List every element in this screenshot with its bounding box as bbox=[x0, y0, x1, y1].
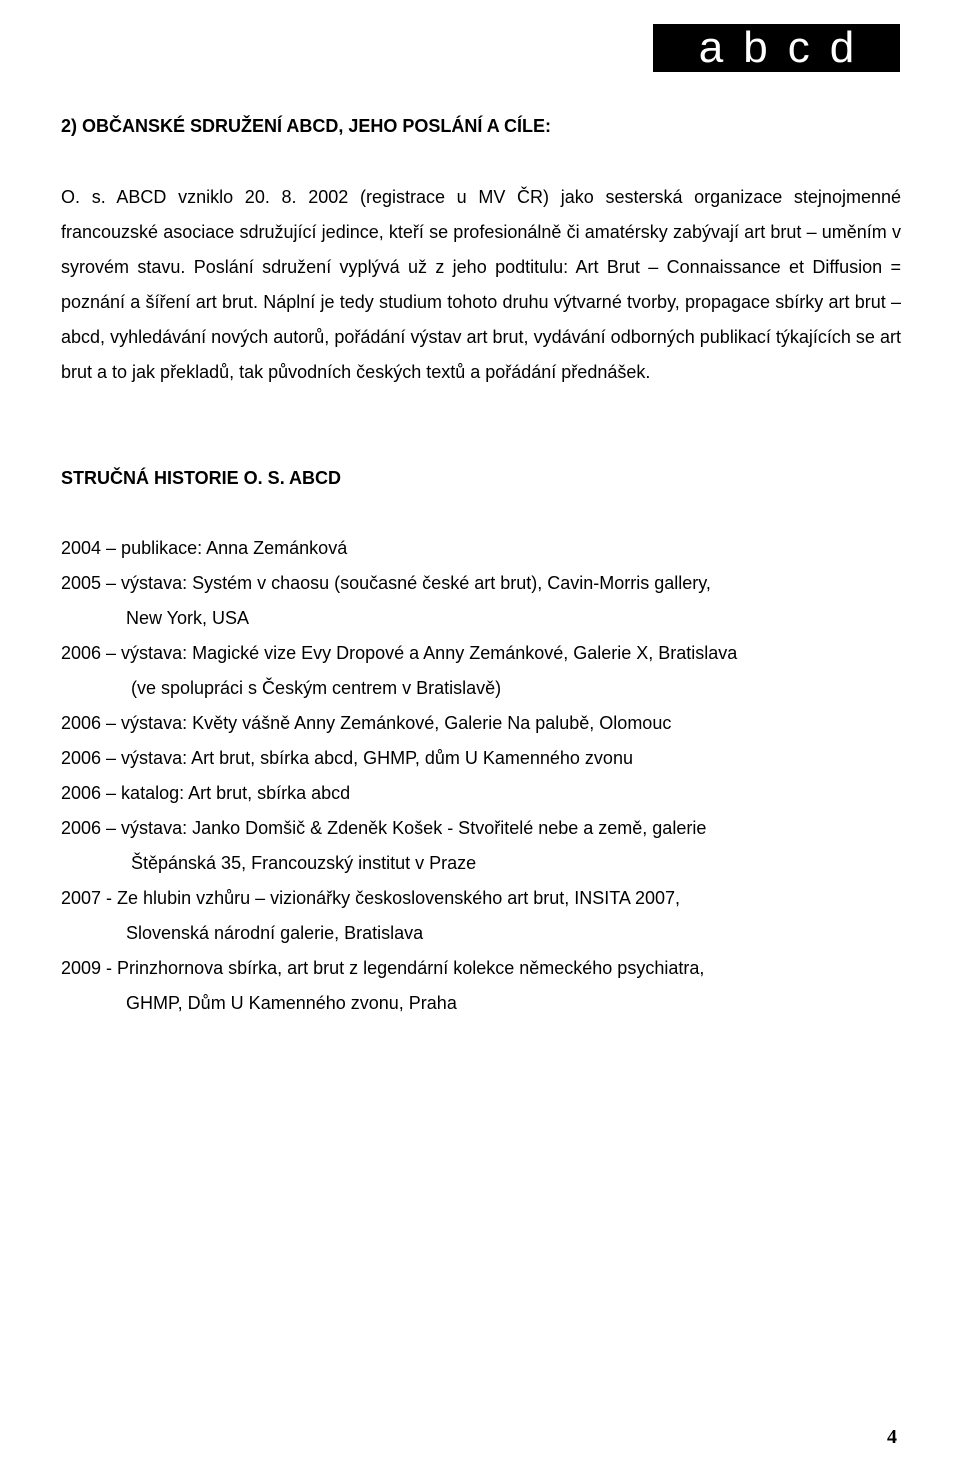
section-heading: 2) OBČANSKÉ SDRUŽENÍ ABCD, JEHO POSLÁNÍ A CÍLE: bbox=[61, 116, 552, 136]
history-entry-continuation: Slovenská národní galerie, Bratislava bbox=[126, 923, 424, 943]
history-entry: 2004 – publikace: Anna Zemánková bbox=[61, 538, 348, 558]
history-entry-continuation: GHMP, Dům U Kamenného zvonu, Praha bbox=[126, 993, 457, 1013]
history-entry: 2006 – výstava: Květy vášně Anny Zemánkové, Galerie Na palubě, Olomouc bbox=[61, 713, 672, 733]
mission-paragraph: O. s. ABCD vzniklo 20. 8. 2002 (registrace u MV ČR) jako sesterská organizace stejnojmenné francouzské asociace sdružující jedince, kteří se profesionálně či amatérsky zabývají art brut – uměním v syrovém stavu. Poslání sdružení vyplývá už z jeho podtitulu: Art Brut – Connaissance et Diffusion = poznání a šíření art brut. Náplní je tedy studium tohoto druhu výtvarné tvorby, propagace sbírky art brut – abcd, vyhledávání nových autorů, pořádání výstav art brut, vydávání odborných publikací týkajících se art brut a to jak překladů, tak původních českých textů a pořádání přednášek. bbox=[61, 187, 901, 382]
page-number: 4 bbox=[887, 1426, 897, 1448]
history-entry: 2006 – výstava: Magické vize Evy Dropové a Anny Zemánkové, Galerie X, Bratislava bbox=[61, 643, 738, 663]
history-entry-continuation: (ve spolupráci s Českým centrem v Bratislavě) bbox=[131, 678, 502, 698]
history-entry-continuation: Štěpánská 35, Francouzský institut v Praze bbox=[131, 853, 477, 873]
abcd-logo: abcd bbox=[653, 24, 900, 72]
history-entry: 2007 - Ze hlubin vzhůru – vizionářky československého art brut, INSITA 2007, bbox=[61, 888, 680, 908]
history-entry: 2005 – výstava: Systém v chaosu (současné české art brut), Cavin-Morris gallery, bbox=[61, 573, 711, 593]
history-list bbox=[61, 531, 911, 1021]
history-entry: 2009 - Prinzhornova sbírka, art brut z legendární kolekce německého psychiatra, bbox=[61, 958, 705, 978]
history-entry: 2006 – výstava: Janko Domšič & Zdeněk Košek - Stvořitelé nebe a země, galerie bbox=[61, 818, 707, 838]
history-entry: 2006 – výstava: Art brut, sbírka abcd, GHMP, dům U Kamenného zvonu bbox=[61, 748, 633, 768]
history-entry-continuation: New York, USA bbox=[126, 608, 250, 628]
history-entry: 2006 – katalog: Art brut, sbírka abcd bbox=[61, 783, 351, 803]
history-heading: STRUČNÁ HISTORIE O. S. ABCD bbox=[61, 468, 342, 488]
